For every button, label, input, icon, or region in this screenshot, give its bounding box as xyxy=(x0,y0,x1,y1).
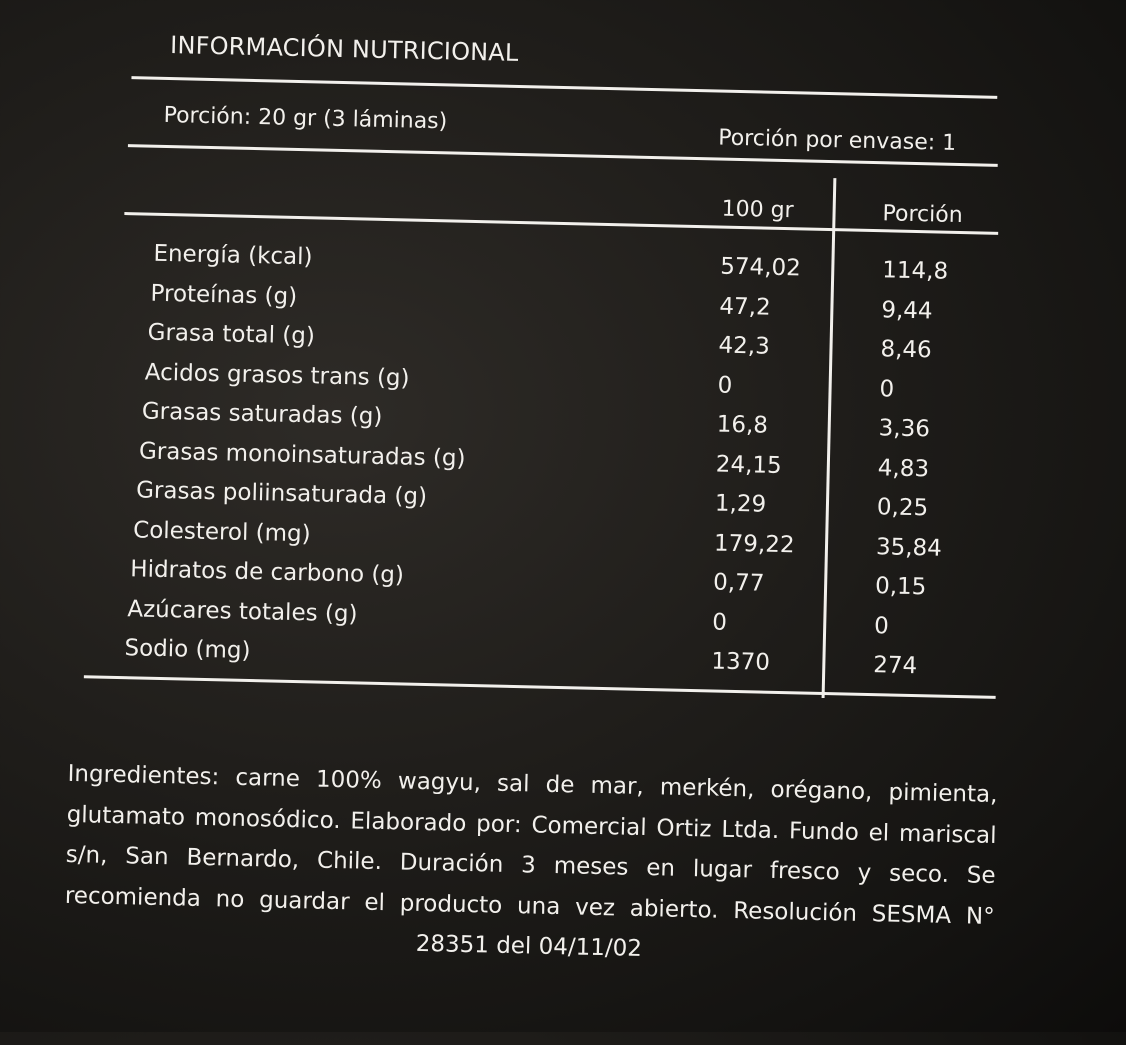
nutrient-name: Grasas poliinsaturada (g) xyxy=(135,477,428,510)
nutrient-value-100g: 47,2 xyxy=(719,293,771,321)
nutrient-value-100g: 16,8 xyxy=(716,411,769,439)
nutrient-value-portion: 114,8 xyxy=(882,257,949,285)
column-header-100g: 100 gr xyxy=(721,196,794,224)
nutrient-value-portion: 274 xyxy=(873,652,918,680)
ingredients-text: Ingredientes: carne 100% wagyu, sal de mar, merkén, orégano, pimienta, glutamato monosódico. Elaborado por: Comercial Ortiz Ltda. Fundo el mariscal s/n, San Bernardo, Chile. Duración 3 meses en lugar fresco y seco. Se recomienda no guardar el producto una vez abierto. Resolución SESMA N° 28351 del 04/11/02 xyxy=(64,760,998,962)
nutrient-value-portion: 9,44 xyxy=(881,296,933,324)
nutrient-value-portion: 3,36 xyxy=(878,415,931,443)
nutrient-name: Proteínas (g) xyxy=(150,280,298,310)
nutrient-value-portion: 0,25 xyxy=(876,494,929,522)
portions-per-package: Porción por envase: 1 xyxy=(717,125,957,156)
nutrient-name: Grasas saturadas (g) xyxy=(141,398,383,430)
nutrient-value-100g: 24,15 xyxy=(715,451,782,479)
nutrient-name: Energía (kcal) xyxy=(153,240,313,271)
nutrient-value-portion: 0 xyxy=(873,612,890,639)
portion-size: Porción: 20 gr (3 láminas) xyxy=(163,102,448,135)
column-header-portion: Porción xyxy=(882,201,963,229)
nutrient-value-100g: 1,29 xyxy=(714,490,767,518)
nutrient-value-portion: 35,84 xyxy=(875,533,943,562)
nutrient-value-100g: 42,3 xyxy=(718,332,771,360)
nutrient-name: Azúcares totales (g) xyxy=(127,595,358,627)
nutrient-value-portion: 0,15 xyxy=(874,573,927,601)
nutrient-value-100g: 0,77 xyxy=(712,569,765,597)
nutrient-value-100g: 574,02 xyxy=(720,253,802,282)
nutrient-name: Sodio (mg) xyxy=(124,635,251,665)
nutrient-name: Hidratos de carbono (g) xyxy=(130,556,405,589)
rule-top xyxy=(131,76,997,99)
nutrient-value-100g: 1370 xyxy=(711,648,771,676)
nutrient-value-portion: 4,83 xyxy=(877,454,930,482)
nutrient-value-100g: 0 xyxy=(711,608,728,636)
nutrient-name: Grasas monoinsaturadas (g) xyxy=(138,437,466,472)
nutrient-value-100g: 179,22 xyxy=(713,530,795,558)
rule-below-headers xyxy=(124,212,998,235)
label-title: INFORMACIÓN NUTRICIONAL xyxy=(169,31,519,67)
nutrient-value-portion: 0 xyxy=(879,375,895,403)
nutrient-name: Colesterol (mg) xyxy=(132,516,311,547)
nutrient-value-100g: 0 xyxy=(717,372,733,399)
nutrient-value-portion: 8,46 xyxy=(880,336,933,364)
nutrient-name: Grasa total (g) xyxy=(147,319,316,350)
nutrient-name: Acidos grasos trans (g) xyxy=(144,359,410,392)
